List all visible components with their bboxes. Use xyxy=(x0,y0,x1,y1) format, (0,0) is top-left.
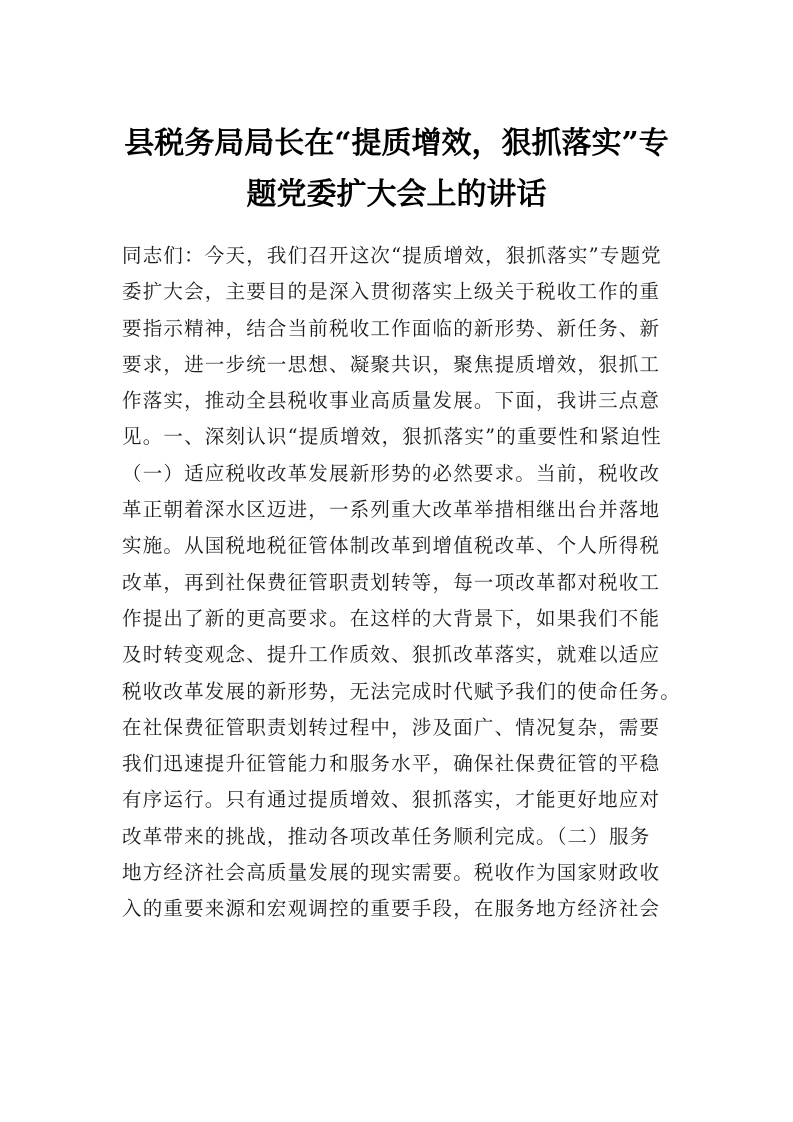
body-line: 作提出了新的更高要求。在这样的大背景下，如果我们不能 xyxy=(122,606,661,630)
body-line: 地方经济社会高质量发展的现实需要。税收作为国家财政收 xyxy=(122,861,661,885)
body-line: 见。一、深刻认识“提质增效，狠抓落实”的重要性和紧迫性 xyxy=(122,425,662,449)
body-line: 改革带来的挑战，推动各项改革任务顺利完成。（二）服务 xyxy=(122,824,651,848)
body-line: 作落实，推动全县税收事业高质量发展。下面，我讲三点意 xyxy=(122,389,661,413)
body-line: 改革，再到社保费征管职责划转等，每一项改革都对税收工 xyxy=(122,570,661,594)
title-line-1: 县税务局局长在“提质增效，狠抓落实”专 xyxy=(124,126,669,161)
body-line: 要求，进一步统一思想、凝聚共识，聚焦提质增效，狠抓工 xyxy=(122,352,661,376)
body-line: 我们迅速提升征管能力和服务水平，确保社保费征管的平稳 xyxy=(122,752,661,776)
document-body xyxy=(122,238,687,928)
body-line: 同志们：今天，我们召开这次“提质增效，狠抓落实”专题党 xyxy=(122,244,662,267)
body-line: 税收改革发展的新形势，无法完成时代赋予我们的使命任务。 xyxy=(122,679,681,703)
body-line: 在社保费征管职责划转过程中，涉及面广、情况复杂，需要 xyxy=(122,715,661,739)
body-line: 革正朝着深水区迈进，一系列重大改革举措相继出台并落地 xyxy=(122,498,661,522)
body-line: （一）适应税收改革发展新形势的必然要求。当前，税收改 xyxy=(122,461,661,485)
body-line: 实施。从国税地税征管体制改革到增值税改革、个人所得税 xyxy=(122,534,661,558)
body-line: 要指示精神，结合当前税收工作面临的新形势、新任务、新 xyxy=(122,316,661,340)
title-line-2: 题党委扩大会上的讲话 xyxy=(246,177,547,212)
body-line: 有序运行。只有通过提质增效、狠抓落实，才能更好地应对 xyxy=(122,788,661,812)
body-line: 及时转变观念、提升工作质效、狠抓改革落实，就难以适应 xyxy=(122,643,661,667)
body-line: 委扩大会，主要目的是深入贯彻落实上级关于税收工作的重 xyxy=(122,280,661,304)
body-line: 入的重要来源和宏观调控的重要手段，在服务地方经济社会 xyxy=(122,897,661,921)
document-title xyxy=(100,118,693,220)
